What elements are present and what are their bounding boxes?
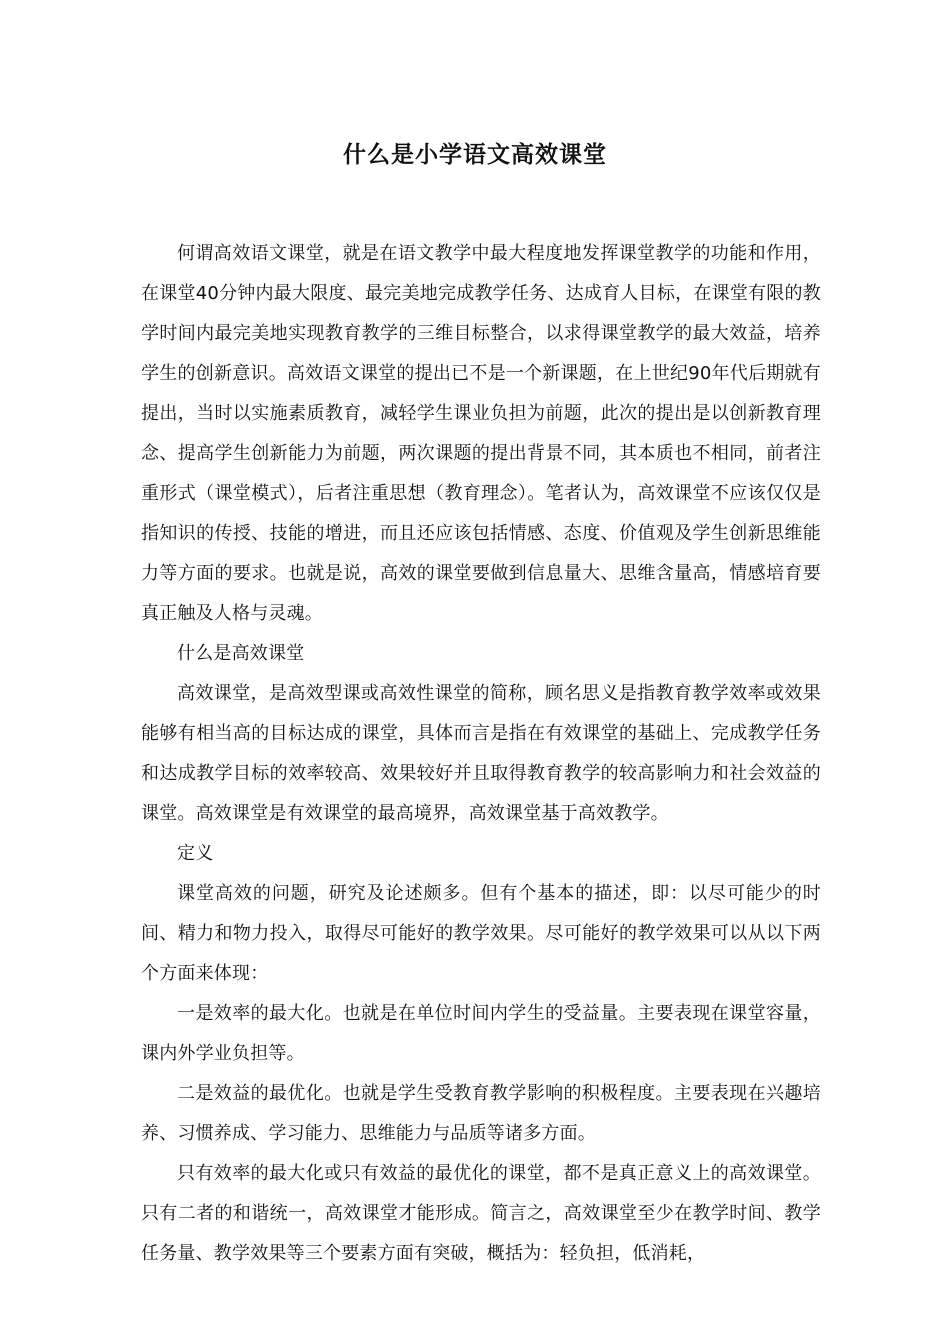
document-title: 什么是小学语文高效课堂: [343, 142, 607, 168]
paragraph-intro: 何谓高效语文课堂，就是在语文教学中最大程度地发挥课堂教学的功能和作用，在课堂40分钟内最大限度、最完美地完成教学任务、达成育人目标，在课堂有限的教学时间内最完美地实现教育教学的三维目标整合，以求得课堂教学的最大效益，培养学生的创新意识。高效语文课堂的提出已不是一个新课题，在上世纪90年代后期就有提出，当时以实施素质教育，减轻学生课业负担为前题，此次的提出是以创新教育理念、提高学生创新能力为前题，两次课题的提出背景不同，其本质也不相同，前者注重形式（课堂模式），后者注重思想（教育理念）。笔者认为，高效课堂不应该仅仅是指知识的传授、技能的增进，而且还应该包括情感、态度、价值观及学生创新思维能力等方面的要求。也就是说，高效的课堂要做到信息量大、思维含量高，情感培育要真正触及人格与灵魂。: [141, 243, 821, 624]
section-heading-definition: 定义: [177, 843, 214, 864]
paragraph-conclusion: 只有效率的最大化或只有效益的最优化的课堂，都不是真正意义上的高效课堂。只有二者的和谐统一，高效课堂才能形成。简言之，高效课堂至少在教学时间、教学任务量、教学效果等三个要素方面有突破，概括为：轻负担，低消耗，: [141, 1163, 821, 1264]
paragraph-benefit: 二是效益的最优化。也就是学生受教育教学影响的积极程度。主要表现在兴趣培养、习惯养成、学习能力、思维能力与品质等诸多方面。: [141, 1083, 821, 1144]
paragraph-what-is: 高效课堂，是高效型课或高效性课堂的简称，顾名思义是指教育教学效率或效果能够有相当高的目标达成的课堂，具体而言是指在有效课堂的基础上、完成教学任务和达成教学目标的效率较高、效果较好并且取得教育教学的较高影响力和社会效益的课堂。高效课堂是有效课堂的最高境界，高效课堂基于高效教学。: [141, 683, 821, 824]
paragraph-definition: 课堂高效的问题，研究及论述颇多。但有个基本的描述，即：以尽可能少的时间、精力和物力投入，取得尽可能好的教学效果。尽可能好的教学效果可以从以下两个方面来体现：: [141, 883, 821, 984]
section-heading-what-is: 什么是高效课堂: [177, 643, 305, 664]
document-body: [141, 234, 821, 1274]
paragraph-efficiency: 一是效率的最大化。也就是在单位时间内学生的受益量。主要表现在课堂容量，课内外学业负担等。: [141, 1003, 821, 1064]
